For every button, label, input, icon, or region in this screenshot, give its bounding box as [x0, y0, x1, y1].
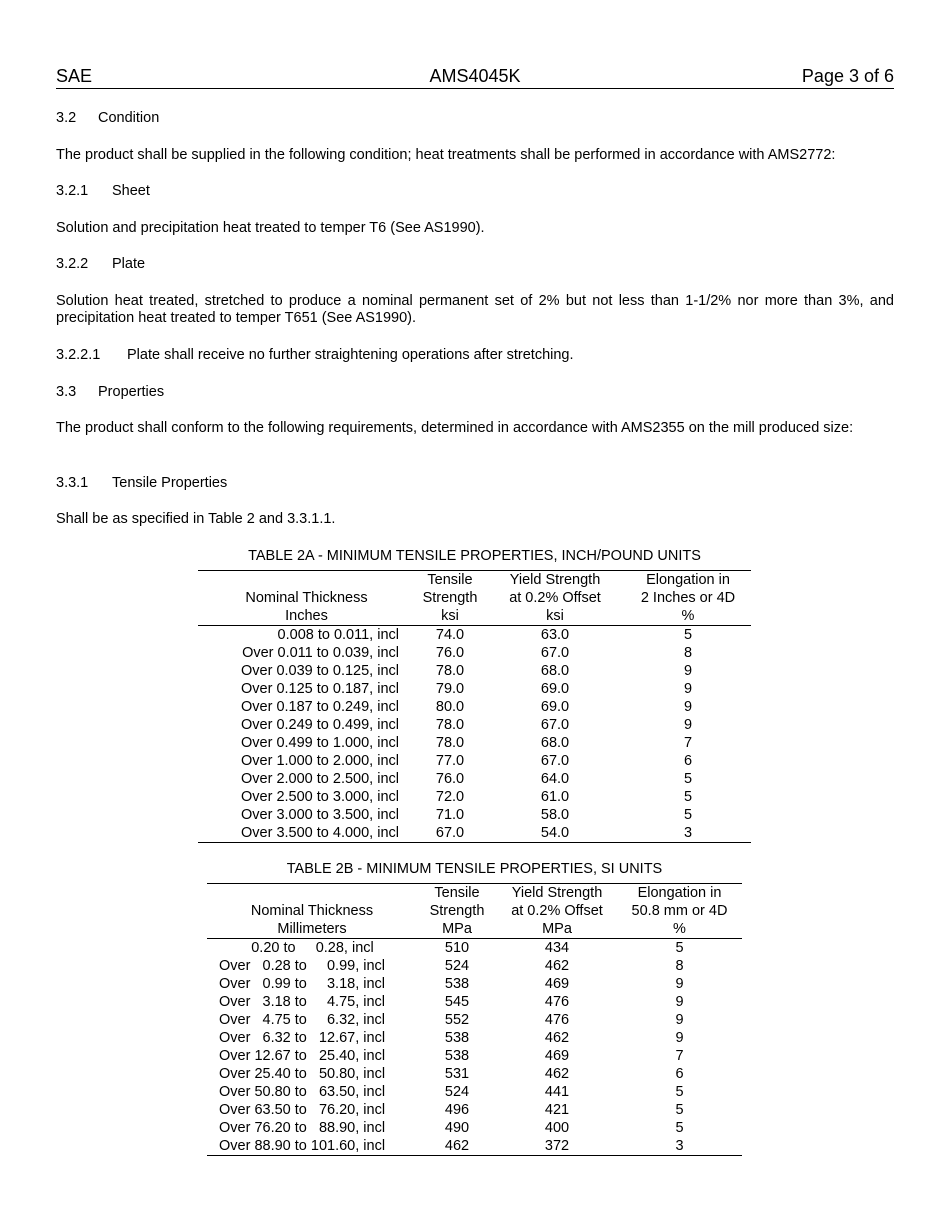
heading-number: 3.2 — [56, 110, 77, 126]
paragraph-3-3-1: Shall be as specified in Table 2 and 3.3.1.1. — [56, 511, 336, 527]
header-yield: Yield Strength at 0.2% Offset ksi — [509, 572, 601, 624]
heading-number: 3.2.2.1 — [56, 347, 101, 363]
cell-yield: 476 — [544, 1012, 570, 1028]
cell-tensile: 524 — [444, 1084, 470, 1100]
cell-elongation: 5 — [675, 1102, 684, 1118]
heading-3-2 — [56, 110, 894, 127]
cell-yield: 462 — [544, 1030, 570, 1046]
table-2b — [207, 883, 742, 1156]
cell-yield: 58.0 — [540, 807, 570, 823]
cell-elongation: 8 — [683, 645, 693, 661]
paragraph-3-2: The product shall be supplied in the following condition; heat treatments shall be performed in accordance with AMS2772: — [56, 147, 836, 163]
header-thickness: Nominal Thickness Millimeters — [250, 903, 374, 937]
heading-3-3-1 — [56, 475, 894, 492]
table-2a — [198, 570, 751, 843]
page-header — [56, 66, 894, 89]
cell-thickness: Over 0.125 to 0.187, incl — [241, 681, 399, 697]
cell-elongation: 7 — [683, 735, 693, 751]
cell-elongation: 5 — [683, 807, 693, 823]
cell-yield: 476 — [544, 994, 570, 1010]
cell-tensile: 72.0 — [435, 789, 465, 805]
cell-thickness: Over 6.32 to 12.67, incl — [219, 1030, 386, 1046]
cell-tensile: 496 — [444, 1102, 470, 1118]
table-row — [198, 626, 751, 645]
cell-yield: 372 — [544, 1138, 570, 1154]
table-row — [198, 770, 751, 788]
cell-yield: 63.0 — [540, 627, 570, 643]
cell-tensile: 538 — [444, 976, 470, 992]
cell-yield: 400 — [544, 1120, 570, 1136]
heading-title: Plate — [112, 256, 146, 272]
table-row — [207, 1137, 742, 1156]
cell-elongation: 9 — [675, 1012, 684, 1028]
cell-tensile: 552 — [444, 1012, 470, 1028]
cell-yield: 68.0 — [540, 735, 570, 751]
heading-title: Sheet — [112, 183, 150, 199]
cell-tensile: 490 — [444, 1120, 470, 1136]
cell-tensile: 538 — [444, 1030, 470, 1046]
heading-3-2-2 — [56, 256, 894, 273]
paragraph-3-2-2: Solution heat treated, stretched to produce a nominal permanent set of 2% but not less than 1-1/2% nor more than 3%, and precipitation heat treated to temper T651 (See AS1990). — [56, 293, 894, 326]
cell-thickness: Over 3.500 to 4.000, incl — [241, 825, 399, 841]
cell-elongation: 5 — [675, 940, 684, 956]
header-thickness: Nominal Thickness Inches — [245, 590, 368, 624]
table-row — [207, 957, 742, 975]
cell-elongation: 5 — [683, 627, 693, 643]
cell-thickness: Over 2.000 to 2.500, incl — [241, 771, 399, 787]
cell-yield: 462 — [544, 958, 570, 974]
table-row — [207, 1101, 742, 1119]
cell-elongation: 3 — [683, 825, 693, 841]
cell-tensile: 76.0 — [435, 771, 465, 787]
cell-thickness: 0.008 to 0.011, incl — [277, 627, 399, 643]
cell-thickness: 0.20 to 0.28, incl — [219, 940, 374, 956]
cell-thickness: Over 25.40 to 50.80, incl — [219, 1066, 386, 1082]
table-row — [207, 975, 742, 993]
cell-yield: 68.0 — [540, 663, 570, 679]
cell-tensile: 80.0 — [435, 699, 465, 715]
cell-tensile: 74.0 — [435, 627, 465, 643]
table-2a-title: TABLE 2A - MINIMUM TENSILE PROPERTIES, INCH/POUND UNITS — [248, 548, 701, 564]
cell-yield: 421 — [544, 1102, 570, 1118]
cell-elongation: 5 — [683, 771, 693, 787]
table-row — [207, 1047, 742, 1065]
paragraph-3-3: The product shall conform to the following requirements, determined in accordance with AMS2355 on the mill produced size: — [56, 420, 854, 436]
cell-elongation: 5 — [683, 789, 693, 805]
cell-elongation: 8 — [675, 958, 684, 974]
cell-yield: 441 — [544, 1084, 570, 1100]
cell-thickness: Over 0.499 to 1.000, incl — [241, 735, 399, 751]
header-tensile: Tensile Strength MPa — [429, 885, 485, 937]
cell-elongation: 9 — [683, 681, 693, 697]
cell-tensile: 524 — [444, 958, 470, 974]
cell-thickness: Over 3.000 to 3.500, incl — [241, 807, 399, 823]
table-row — [198, 734, 751, 752]
cell-tensile: 77.0 — [435, 753, 465, 769]
cell-elongation: 9 — [683, 663, 693, 679]
table-header-row — [198, 571, 751, 626]
cell-thickness: Over 0.249 to 0.499, incl — [241, 717, 399, 733]
table-row — [207, 1029, 742, 1047]
heading-3-2-1 — [56, 183, 894, 200]
table-row — [198, 680, 751, 698]
cell-thickness: Over 50.80 to 63.50, incl — [219, 1084, 386, 1100]
cell-yield: 64.0 — [540, 771, 570, 787]
cell-tensile: 462 — [444, 1138, 470, 1154]
cell-tensile: 78.0 — [435, 735, 465, 751]
cell-yield: 434 — [544, 940, 570, 956]
header-yield: Yield Strength at 0.2% Offset MPa — [511, 885, 603, 937]
cell-yield: 69.0 — [540, 699, 570, 715]
cell-tensile: 76.0 — [435, 645, 465, 661]
table-row — [198, 716, 751, 734]
cell-tensile: 545 — [444, 994, 470, 1010]
table-row — [198, 698, 751, 716]
cell-yield: 469 — [544, 1048, 570, 1064]
heading-number: 3.3.1 — [56, 475, 89, 491]
cell-elongation: 5 — [675, 1120, 684, 1136]
table-row — [207, 1065, 742, 1083]
cell-thickness: Over 0.011 to 0.039, incl — [242, 645, 399, 661]
cell-tensile: 531 — [444, 1066, 470, 1082]
cell-tensile: 79.0 — [435, 681, 465, 697]
cell-elongation: 9 — [675, 976, 684, 992]
cell-yield: 61.0 — [540, 789, 570, 805]
cell-elongation: 9 — [683, 699, 693, 715]
header-tensile: Tensile Strength ksi — [422, 572, 478, 624]
table-row — [198, 644, 751, 662]
cell-tensile: 78.0 — [435, 717, 465, 733]
heading-title: Tensile Properties — [112, 475, 228, 491]
cell-thickness: Over 76.20 to 88.90, incl — [219, 1120, 386, 1136]
cell-elongation: 9 — [675, 994, 684, 1010]
cell-thickness: Over 63.50 to 76.20, incl — [219, 1102, 386, 1118]
table-row — [207, 1011, 742, 1029]
header-page-number: Page 3 of 6 — [801, 66, 894, 86]
cell-tensile: 67.0 — [435, 825, 465, 841]
cell-elongation: 6 — [675, 1066, 684, 1082]
header-elongation: Elongation in 2 Inches or 4D % — [640, 572, 736, 624]
header-org: SAE — [56, 66, 93, 86]
table-row — [207, 1119, 742, 1137]
cell-tensile: 71.0 — [435, 807, 465, 823]
cell-tensile: 538 — [444, 1048, 470, 1064]
cell-thickness: Over 4.75 to 6.32, incl — [219, 1012, 386, 1028]
cell-thickness: Over 0.28 to 0.99, incl — [219, 958, 386, 974]
cell-yield: 67.0 — [540, 645, 570, 661]
heading-title: Condition — [98, 110, 160, 126]
table-row — [198, 824, 751, 843]
table-header-row — [207, 884, 742, 939]
heading-number: 3.2.2 — [56, 256, 89, 272]
cell-thickness: Over 12.67 to 25.40, incl — [219, 1048, 386, 1064]
cell-yield: 67.0 — [540, 753, 570, 769]
cell-thickness: Over 1.000 to 2.000, incl — [241, 753, 399, 769]
cell-thickness: Over 0.039 to 0.125, incl — [241, 663, 399, 679]
cell-tensile: 78.0 — [435, 663, 465, 679]
header-doc-number: AMS4045K — [429, 66, 521, 86]
table-row — [207, 939, 742, 958]
heading-title: Properties — [98, 384, 165, 400]
table-row — [207, 993, 742, 1011]
cell-elongation: 9 — [675, 1030, 684, 1046]
cell-yield: 54.0 — [540, 825, 570, 841]
cell-thickness: Over 3.18 to 4.75, incl — [219, 994, 386, 1010]
cell-elongation: 3 — [675, 1138, 684, 1154]
cell-yield: 469 — [544, 976, 570, 992]
table-row — [198, 662, 751, 680]
heading-title: Plate shall receive no further straightening operations after stretching. — [127, 347, 574, 363]
cell-elongation: 7 — [675, 1048, 684, 1064]
cell-elongation: 5 — [675, 1084, 684, 1100]
table-row — [207, 1083, 742, 1101]
cell-elongation: 6 — [683, 753, 693, 769]
heading-number: 3.2.1 — [56, 183, 89, 199]
table-2b-title: TABLE 2B - MINIMUM TENSILE PROPERTIES, SI UNITS — [286, 861, 663, 877]
heading-number: 3.3 — [56, 384, 77, 400]
cell-elongation: 9 — [683, 717, 693, 733]
cell-thickness: Over 88.90 to 101.60, incl — [219, 1138, 386, 1154]
cell-thickness: Over 0.187 to 0.249, incl — [241, 699, 399, 715]
cell-yield: 462 — [544, 1066, 570, 1082]
header-elongation: Elongation in 50.8 mm or 4D % — [631, 885, 728, 937]
table-row — [198, 752, 751, 770]
cell-yield: 67.0 — [540, 717, 570, 733]
cell-thickness: Over 0.99 to 3.18, incl — [219, 976, 386, 992]
cell-tensile: 510 — [444, 940, 470, 956]
table-row — [198, 806, 751, 824]
cell-yield: 69.0 — [540, 681, 570, 697]
cell-thickness: Over 2.500 to 3.000, incl — [241, 789, 399, 805]
paragraph-3-2-1: Solution and precipitation heat treated to temper T6 (See AS1990). — [56, 220, 485, 236]
heading-3-2-2-1 — [56, 347, 894, 364]
table-row — [198, 788, 751, 806]
heading-3-3 — [56, 384, 894, 401]
